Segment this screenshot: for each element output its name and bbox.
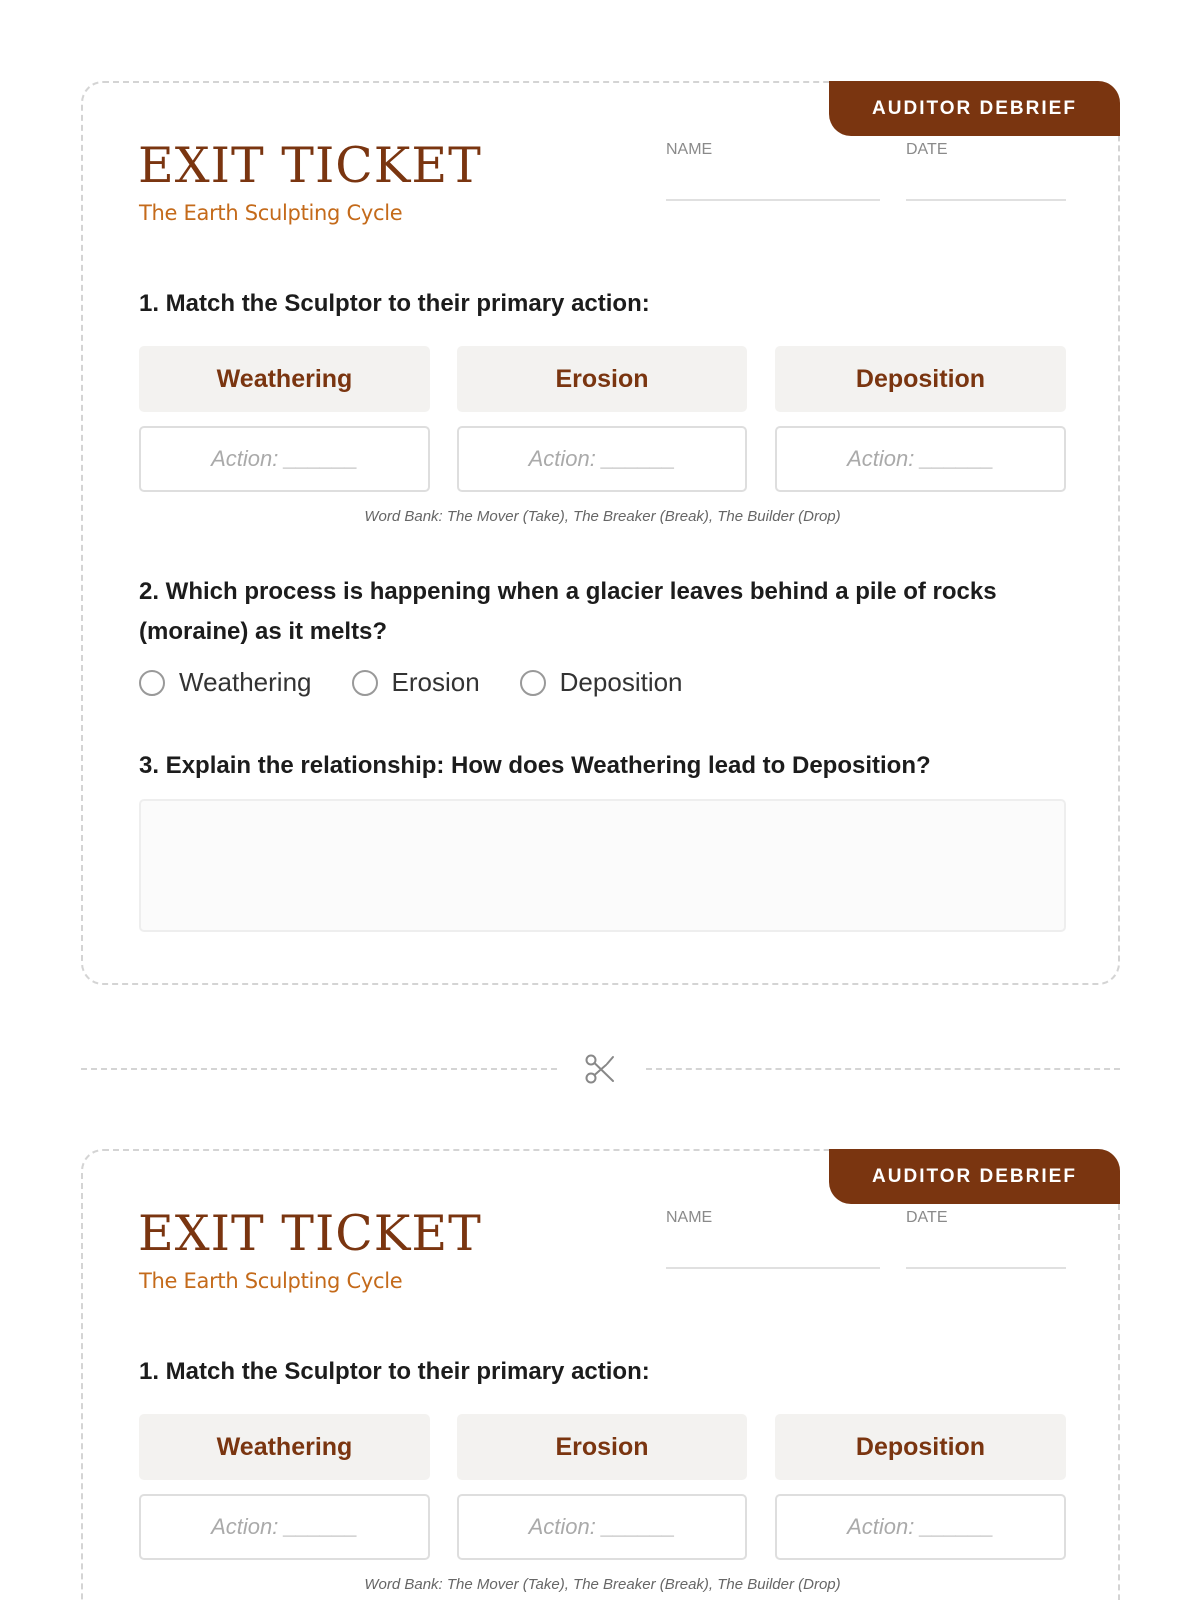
word-bank: Word Bank: The Mover (Take), The Breaker (Break), The Builder (Drop) bbox=[364, 508, 841, 525]
option-erosion[interactable] bbox=[352, 667, 480, 698]
question-1: 1. Match the Sculptor to their primary action: bbox=[139, 1358, 650, 1385]
date-field[interactable] bbox=[906, 199, 1066, 201]
term-weathering: Weathering bbox=[139, 346, 430, 412]
action-input-erosion[interactable]: Action: ______ bbox=[457, 426, 747, 492]
option-label: Erosion bbox=[391, 667, 480, 697]
name-label: NAME bbox=[666, 141, 713, 158]
term-erosion: Erosion bbox=[457, 346, 747, 412]
name-field[interactable] bbox=[666, 1267, 880, 1269]
action-input-deposition[interactable]: Action: ______ bbox=[775, 426, 1066, 492]
name-label: NAME bbox=[666, 1209, 713, 1226]
radio-button[interactable] bbox=[520, 670, 546, 696]
question-2-options bbox=[139, 667, 723, 698]
term-weathering: Weathering bbox=[139, 1414, 430, 1480]
date-label: DATE bbox=[906, 1209, 948, 1226]
term-deposition: Deposition bbox=[775, 1414, 1066, 1480]
question-1: 1. Match the Sculptor to their primary action: bbox=[139, 290, 650, 317]
action-input-deposition[interactable]: Action: ______ bbox=[775, 1494, 1066, 1560]
date-label: DATE bbox=[906, 141, 948, 158]
auditor-debrief-badge: AUDITOR DEBRIEF bbox=[829, 81, 1120, 136]
term-deposition: Deposition bbox=[775, 346, 1066, 412]
exit-ticket bbox=[81, 81, 1120, 985]
option-weathering[interactable] bbox=[139, 667, 312, 698]
ticket-title: EXIT TICKET bbox=[138, 1205, 482, 1262]
question-3: 3. Explain the relationship: How does Weathering lead to Deposition? bbox=[139, 752, 931, 779]
auditor-debrief-badge: AUDITOR DEBRIEF bbox=[829, 1149, 1120, 1204]
scissors-icon bbox=[584, 1052, 618, 1086]
action-input-weathering[interactable]: Action: ______ bbox=[139, 1494, 430, 1560]
ticket-subtitle: The Earth Sculpting Cycle bbox=[139, 201, 403, 225]
action-input-erosion[interactable]: Action: ______ bbox=[457, 1494, 747, 1560]
radio-button[interactable] bbox=[352, 670, 378, 696]
question-2: 2. Which process is happening when a glacier leaves behind a pile of rocks (moraine) as it melts? bbox=[139, 578, 997, 645]
option-deposition[interactable] bbox=[520, 667, 683, 698]
option-label: Deposition bbox=[559, 667, 683, 697]
term-erosion: Erosion bbox=[457, 1414, 747, 1480]
exit-ticket bbox=[81, 1149, 1120, 1600]
radio-button[interactable] bbox=[139, 670, 165, 696]
word-bank: Word Bank: The Mover (Take), The Breaker (Break), The Builder (Drop) bbox=[364, 1576, 841, 1593]
action-input-weathering[interactable]: Action: ______ bbox=[139, 426, 430, 492]
cut-line-left bbox=[81, 1068, 557, 1070]
cut-line-right bbox=[646, 1068, 1120, 1070]
ticket-subtitle: The Earth Sculpting Cycle bbox=[139, 1269, 403, 1293]
name-field[interactable] bbox=[666, 199, 880, 201]
option-label: Weathering bbox=[179, 667, 312, 697]
ticket-title: EXIT TICKET bbox=[138, 137, 482, 194]
date-field[interactable] bbox=[906, 1267, 1066, 1269]
answer-textarea[interactable] bbox=[139, 799, 1066, 932]
